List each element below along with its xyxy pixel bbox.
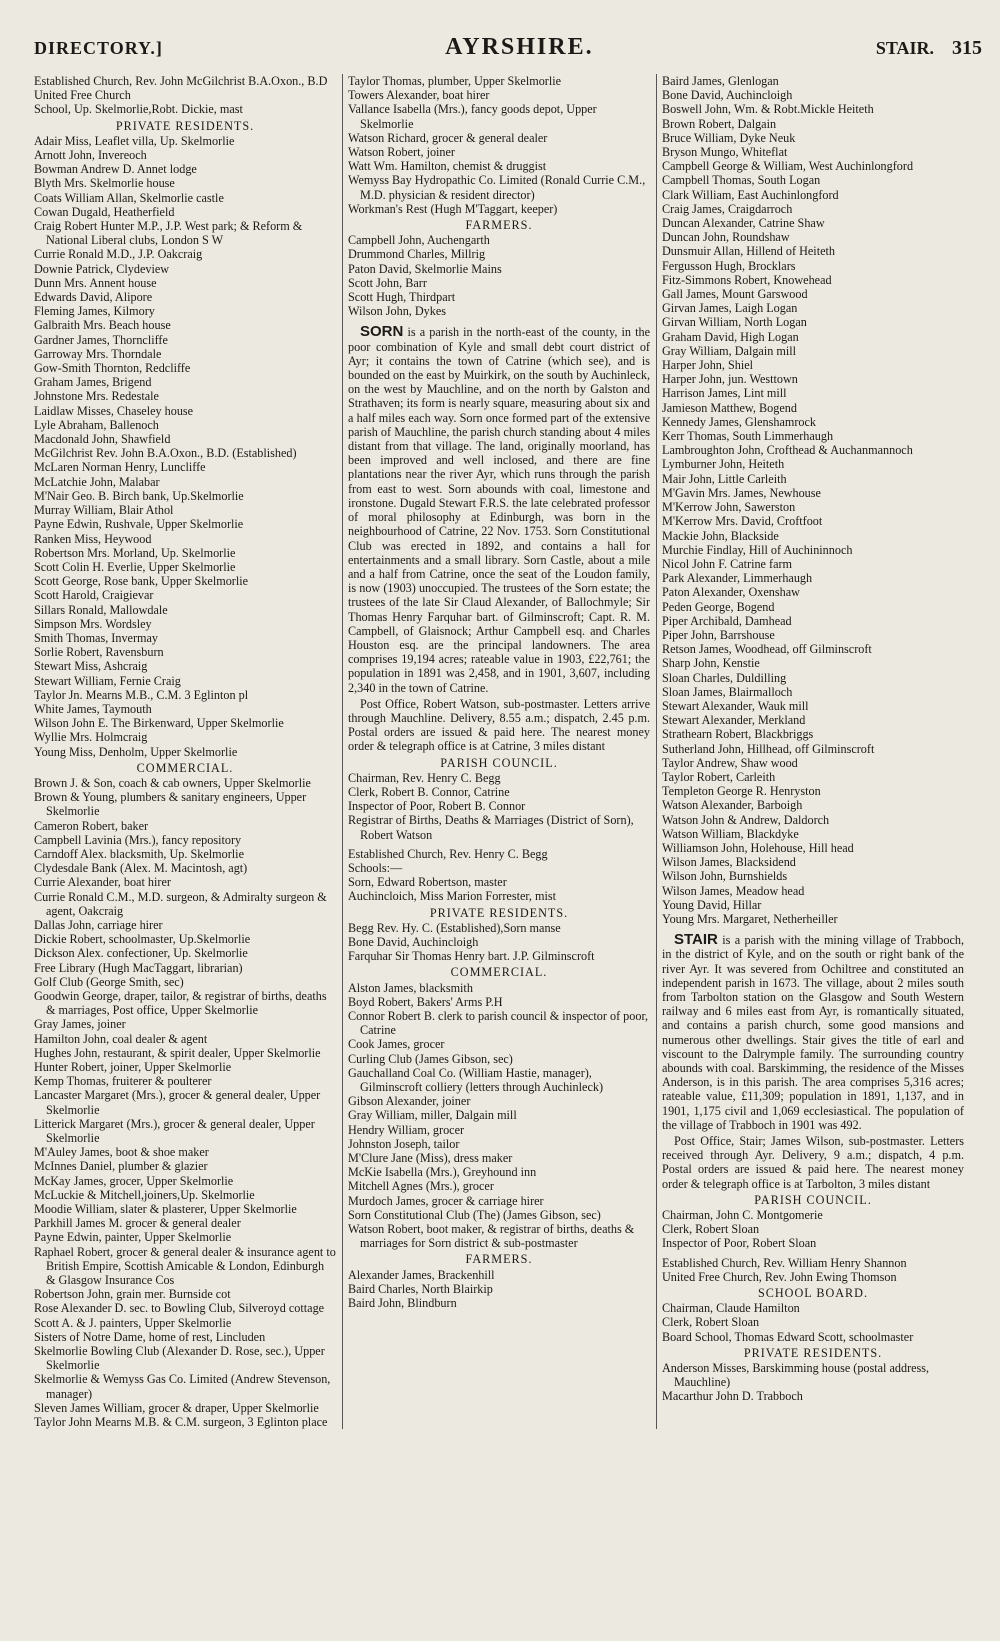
directory-entry: Gray William, miller, Dalgain mill	[348, 1108, 517, 1123]
directory-entry: Chairman, Rev. Henry C. Begg	[348, 770, 501, 785]
directory-entry: Scott John, Barr	[348, 275, 427, 290]
directory-entry: Harper John, Shiel	[662, 358, 754, 373]
directory-entry: Fergusson Hugh, Brocklars	[662, 258, 796, 273]
directory-entry: Moodie William, slater & plasterer, Upper Skelmorlie	[34, 1202, 297, 1217]
paragraph-text: is a parish in the north-east of the county, in the poor combination of Kyle and small debt court district of Ayr; it contains the town of Catrine (which see), and is bounded on the east by Muirkirk, on the south by Auchinleck, on the west by Mauchline, and on the north by Galston and Strathaven; its form is nearly square, measuring about six and a half miles each way. Sorn once formed part of the extensive parish of Mauchline, the parish church standing about 4 miles distant from that village. The land, originally moorland, has been improved and well inclosed, and there are fine plantations near the river Ayr, which runs through the parish from east to west. Sorn abounds with coal, limestone and ironstone. Dugald Stewart F.R.S. the late celebrated professor of moral philosophy at Edinburgh, was born in the neighbourhood of Catrine, 22 Nov. 1753. Sorn Constitutional Club was erected in 1892, and contains a hall for entertainments and a small library. Sorn Castle, about a mile and a half from Catrine, once the seat of the Loudon family, is now (1903) unoccupied. The trustees of the Sorn estate; the trustees of the late Sir Claud Alexander, of Ballochmyle; Sir Thomas Henry Farquhar bart. of Gilminscroft; Capt. R. M. Campbell, of Glaisnock; Arthur Campbell esq. and Charles Houston esq. are the principal landowners. The area comprises 19,194 acres; rateable value in 1903, £22,761; the population in 1891 was 2,458, and in 1901, 3,607, including 2,340 in the town of Catrine.	[348, 325, 650, 695]
directory-entry: Watson Alexander, Barboigh	[662, 798, 803, 813]
directory-entry: Payne Edwin, painter, Upper Skelmorlie	[34, 1230, 232, 1245]
directory-entry: Watson William, Blackdyke	[662, 826, 799, 841]
directory-entry: Young David, Hillar	[662, 897, 762, 912]
directory-entry: Taylor Andrew, Shaw wood	[662, 755, 798, 770]
directory-entry: Mair John, Little Carleith	[662, 471, 787, 486]
directory-entry: Scott George, Rose bank, Upper Skelmorlie	[34, 574, 249, 589]
directory-entry: Fleming James, Kilmory	[34, 304, 155, 319]
directory-entry: Paton David, Skelmorlie Mains	[348, 261, 502, 276]
directory-entry: Dickson Alex. confectioner, Up. Skelmorlie	[34, 946, 248, 961]
directory-entry: Hughes John, restaurant, & spirit dealer, Upper Skelmorlie	[34, 1045, 321, 1060]
directory-entry: Scott Hugh, Thirdpart	[348, 290, 456, 305]
directory-entry: Sleven James William, grocer & draper, Upper Skelmorlie	[34, 1400, 319, 1415]
directory-entry: Simpson Mrs. Wordsley	[34, 616, 152, 631]
directory-entry: M'Auley James, boot & shoe maker	[34, 1145, 209, 1160]
directory-entry: Free Library (Hugh MacTaggart, librarian)	[34, 960, 243, 975]
directory-entry: Hunter Robert, joiner, Upper Skelmorlie	[34, 1060, 232, 1075]
directory-entry: Currie Ronald C.M., M.D. surgeon, & Admiralty surgeon & agent, Oakcraig	[34, 889, 327, 918]
directory-entry: Drummond Charles, Millrig	[348, 247, 486, 262]
directory-entry: Girvan William, North Logan	[662, 315, 807, 330]
directory-entry: Graham David, High Logan	[662, 329, 799, 344]
page-number: 315	[952, 37, 982, 59]
directory-entry: Rose Alexander D. sec. to Bowling Club, Silveroyd cottage	[34, 1301, 325, 1316]
paragraph	[662, 1134, 964, 1191]
directory-entry: Gow-Smith Thornton, Redcliffe	[34, 361, 191, 376]
directory-entry: M'Gavin Mrs. James, Newhouse	[662, 485, 821, 500]
header-section: STAIR.	[875, 38, 934, 58]
directory-entry: McLuckie & Mitchell,joiners,Up. Skelmorlie	[34, 1187, 255, 1202]
directory-entry: Girvan James, Laigh Logan	[662, 301, 798, 316]
directory-entry: Watson John & Andrew, Daldorch	[662, 812, 830, 827]
directory-entry: Parkhill James M. grocer & general dealer	[34, 1216, 241, 1231]
directory-entry: Wilson John E. The Birkenward, Upper Skelmorlie	[34, 716, 284, 731]
directory-entry: Lancaster Margaret (Mrs.), grocer & general dealer, Upper Skelmorlie	[34, 1088, 321, 1117]
directory-entry: Dickie Robert, schoolmaster, Up.Skelmorlie	[34, 932, 251, 947]
directory-entry: M'Clure Jane (Miss), dress maker	[348, 1151, 513, 1166]
directory-entry: Macdonald John, Shawfield	[34, 432, 171, 447]
directory-entry: Scott Harold, Craigievar	[34, 588, 154, 603]
paragraph	[662, 933, 964, 1132]
directory-entry: Murdoch James, grocer & carriage hirer	[348, 1193, 544, 1208]
directory-entry: Campbell Lavinia (Mrs.), fancy repository	[34, 832, 242, 847]
directory-entry: M'Kerrow John, Sawerston	[662, 500, 796, 515]
directory-entry: Piper Archibald, Damhead	[662, 613, 792, 628]
directory-entry: Fitz-Simmons Robert, Knowehead	[662, 272, 832, 287]
directory-entry: Harrison James, Lint mill	[662, 386, 787, 401]
directory-entry: Inspector of Poor, Robert Sloan	[662, 1236, 817, 1251]
directory-entry: Sloan Charles, Duldilling	[662, 670, 787, 685]
directory-entry: Lambroughton John, Crofthead & Auchanmannoch	[662, 443, 913, 458]
directory-entry: Robertson Mrs. Morland, Up. Skelmorlie	[34, 545, 236, 560]
directory-entry: Litterick Margaret (Mrs.), grocer & general dealer, Upper Skelmorlie	[34, 1116, 315, 1146]
directory-entry: Baird James, Glenlogan	[662, 74, 779, 88]
directory-entry: Hendry William, grocer	[348, 1122, 465, 1137]
directory-entry: Registrar of Births, Deaths & Marriages (District of Sorn), Robert Watson	[348, 813, 634, 842]
directory-entry: Auchincloich, Miss Marion Forrester, mist	[348, 889, 557, 904]
directory-entry: United Free Church, Rev. John Ewing Thomson	[662, 1269, 897, 1284]
section-heading: PARISH COUNCIL.	[754, 1192, 872, 1207]
paragraph	[348, 325, 650, 694]
directory-entry: Sloan James, Blairmalloch	[662, 684, 793, 699]
directory-entry: Wyllie Mrs. Holmcraig	[34, 730, 148, 745]
page-header	[34, 34, 982, 74]
directory-entry: Sorn, Edward Robertson, master	[348, 875, 507, 890]
directory-entry: Scott A. & J. painters, Upper Skelmorlie	[34, 1315, 232, 1330]
directory-entry: Murray William, Blair Athol	[34, 503, 174, 518]
section-heading: SCHOOL BOARD.	[757, 1286, 869, 1301]
directory-entry: Kemp Thomas, fruiterer & poulterer	[34, 1074, 212, 1089]
directory-entry: Cameron Robert, baker	[34, 818, 149, 833]
directory-entry: Johnston Joseph, tailor	[348, 1136, 460, 1151]
section-heading: COMMERCIAL.	[136, 760, 234, 775]
directory-entry: Raphael Robert, grocer & general dealer & insurance agent to British Empire, Scottish Amicable & London, Edinburgh & Glasgow Insurance Cos	[34, 1244, 336, 1288]
directory-entry: McKie Isabella (Mrs.), Greyhound inn	[348, 1165, 537, 1180]
directory-entry: Harper John, jun. Westtown	[662, 372, 798, 387]
directory-entry: McKay James, grocer, Upper Skelmorlie	[34, 1173, 234, 1188]
directory-entry: Lymburner John, Heiteth	[662, 457, 785, 472]
directory-entry: Currie Ronald M.D., J.P. Oakcraig	[34, 247, 203, 262]
directory-entry: Connor Robert B. clerk to parish council & inspector of poor, Catrine	[348, 1009, 649, 1038]
directory-entry: Established Church, Rev. John McGilchrist B.A.Oxon., B.D	[34, 74, 328, 88]
directory-entry: Boyd Robert, Bakers' Arms P.H	[348, 994, 503, 1009]
directory-entry: Skelmorlie & Wemyss Gas Co. Limited (Andrew Stevenson, manager)	[34, 1372, 331, 1401]
directory-entry: Clerk, Robert Sloan	[662, 1222, 760, 1237]
directory-entry: Sillars Ronald, Mallowdale	[34, 602, 168, 617]
directory-entry: McInnes Daniel, plumber & glazier	[34, 1159, 208, 1174]
directory-entry: Adair Miss, Leaflet villa, Up. Skelmorlie	[34, 133, 235, 148]
directory-entry: Kerr Thomas, South Limmerhaugh	[662, 429, 834, 444]
directory-entry: Arnott John, Invereoch	[34, 148, 147, 163]
directory-entry: Paton Alexander, Oxenshaw	[662, 585, 800, 600]
directory-entry: Towers Alexander, boat hirer	[348, 88, 490, 103]
directory-entry: Carndoff Alex. blacksmith, Up. Skelmorlie	[34, 846, 244, 861]
directory-entry: Young Mrs. Margaret, Netherheiller	[662, 911, 838, 926]
directory-entry: Williamson John, Holehouse, Hill head	[662, 840, 854, 855]
directory-entry: Wilson John, Dykes	[348, 304, 447, 319]
directory-entry: Boswell John, Wm. & Robt.Mickle Heiteth	[662, 102, 874, 117]
directory-entry: Taylor Robert, Carleith	[662, 769, 776, 784]
paragraph-lead: SORN	[360, 323, 404, 341]
directory-entry: M'Nair Geo. B. Birch bank, Up.Skelmorlie	[34, 488, 244, 503]
directory-entry: Strathearn Robert, Blackbriggs	[662, 727, 814, 742]
paragraph-text: Post Office, Robert Watson, sub-postmaster. Letters arrive through Mauchline. Delivery, 8.55 a.m.; dispatch, 2.45 p.m. Postal orders are issued & paid here. The nearest money order & telegraph office is at Catrine, 3 miles distant	[348, 696, 650, 754]
directory-entry: Watson Richard, grocer & general dealer	[348, 130, 548, 145]
directory-entry: White James, Taymouth	[34, 701, 152, 716]
section-heading: PARISH COUNCIL.	[440, 755, 558, 770]
directory-entry: Bruce William, Dyke Neuk	[662, 130, 796, 145]
directory-entry: Clark William, East Auchinlongford	[662, 187, 839, 202]
directory-entry: Inspector of Poor, Robert B. Connor	[348, 799, 526, 814]
directory-entry: Graham James, Brigend	[34, 375, 152, 390]
directory-entry: Farquhar Sir Thomas Henry bart. J.P. Gilminscroft	[348, 949, 595, 964]
directory-entry: Watson Robert, boot maker, & registrar of births, deaths & marriages for Sorn district & sub-postmaster	[348, 1222, 635, 1251]
directory-entry: Laidlaw Misses, Chaseley house	[34, 403, 194, 418]
directory-entry: Dunsmuir Allan, Hillend of Heiteth	[662, 244, 835, 259]
directory-entry: Baird Charles, North Blairkip	[348, 1281, 493, 1296]
column-3	[656, 74, 964, 1429]
section-heading: FARMERS.	[465, 218, 533, 233]
directory-entry: Craig James, Craigdarroch	[662, 201, 793, 216]
directory-entry: Watson Robert, joiner	[348, 145, 455, 160]
directory-entry: Scott Colin H. Everlie, Upper Skelmorlie	[34, 559, 236, 574]
directory-entry: McLaren Norman Henry, Luncliffe	[34, 460, 206, 475]
directory-entry: McGilchrist Rev. John B.A.Oxon., B.D. (Established)	[34, 446, 297, 461]
directory-entry: Stewart William, Fernie Craig	[34, 673, 181, 688]
directory-entry: Alexander James, Brackenhill	[348, 1267, 495, 1282]
section-heading: PRIVATE RESIDENTS.	[429, 905, 569, 920]
directory-entry: Campbell John, Auchengarth	[348, 233, 490, 248]
directory-entry: Sutherland John, Hillhead, off Gilminscroft	[662, 741, 875, 756]
directory-entry: Young Miss, Denholm, Upper Skelmorlie	[34, 744, 238, 759]
directory-entry: Sorlie Robert, Ravensburn	[34, 645, 164, 660]
directory-entry: McLatchie John, Malabar	[34, 474, 160, 489]
directory-entry: Lyle Abraham, Ballenoch	[34, 417, 159, 432]
directory-entry: Bone David, Auchincloigh	[348, 934, 479, 949]
columns	[34, 74, 982, 1429]
directory-entry: Cook James, grocer	[348, 1037, 445, 1052]
directory-entry: Bryson Mungo, Whiteflat	[662, 145, 788, 160]
header-left: DIRECTORY.]	[34, 38, 163, 58]
directory-entry: Dunn Mrs. Annent house	[34, 275, 157, 290]
directory-entry: Gauchalland Coal Co. (William Hastie, manager), Gilminscroft colliery (letters through Auchinleck)	[348, 1065, 604, 1095]
directory-entry: Baird John, Blindburn	[348, 1296, 457, 1311]
directory-entry: Brown Robert, Dalgain	[662, 116, 777, 131]
directory-entry: Robertson John, grain mer. Burnside cot	[34, 1287, 231, 1302]
directory-entry: Coats William Allan, Skelmorlie castle	[34, 190, 224, 205]
directory-entry: Wemyss Bay Hydropathic Co. Limited (Ronald Currie C.M., M.D. physician & resident director)	[348, 173, 646, 202]
directory-entry: Workman's Rest (Hugh M'Taggart, keeper)	[348, 201, 558, 216]
directory-entry: Golf Club (George Smith, sec)	[34, 974, 184, 989]
directory-entry: Mackie John, Blackside	[662, 528, 779, 543]
directory-entry: Currie Alexander, boat hirer	[34, 875, 171, 890]
header-right	[876, 37, 982, 60]
directory-entry: United Free Church	[34, 88, 131, 103]
directory-entry: Stewart Miss, Ashcraig	[34, 659, 148, 674]
directory-entry: Clerk, Robert B. Connor, Catrine	[348, 784, 510, 799]
directory-entry: Smith Thomas, Invermay	[34, 630, 159, 645]
directory-entry: Sharp John, Kenstie	[662, 656, 760, 671]
directory-entry: Skelmorlie Bowling Club (Alexander D. Rose, sec.), Upper Skelmorlie	[34, 1344, 325, 1373]
directory-entry: Brown & Young, plumbers & sanitary engineers, Upper Skelmorlie	[34, 790, 307, 819]
directory-entry: Taylor Jn. Mearns M.B., C.M. 3 Eglinton pl	[34, 687, 249, 702]
directory-entry: Campbell George & William, West Auchinlongford	[662, 159, 914, 174]
directory-entry: Downie Patrick, Clydeview	[34, 261, 170, 276]
paragraph-lead: STAIR	[674, 931, 718, 949]
directory-entry: Wilson John, Burnshields	[662, 869, 788, 884]
directory-entry: Payne Edwin, Rushvale, Upper Skelmorlie	[34, 517, 244, 532]
column-1	[34, 74, 336, 1429]
directory-entry: Taylor Thomas, plumber, Upper Skelmorlie	[348, 74, 562, 88]
directory-entry: Templeton George R. Henryston	[662, 784, 821, 799]
directory-entry: Wilson James, Blacksidend	[662, 855, 796, 870]
directory-entry: Bowman Andrew D. Annet lodge	[34, 162, 197, 177]
directory-entry: Murchie Findlay, Hill of Auchininnoch	[662, 542, 853, 557]
directory-entry: Sorn Constitutional Club (The) (James Gibson, sec)	[348, 1207, 601, 1222]
directory-entry: Gardner James, Thorncliffe	[34, 332, 168, 347]
directory-entry: Kennedy James, Glenshamrock	[662, 414, 816, 429]
directory-entry: Begg Rev. Hy. C. (Established),Sorn manse	[348, 920, 561, 935]
directory-entry: Stewart Alexander, Wauk mill	[662, 698, 809, 713]
paragraph	[348, 697, 650, 754]
directory-entry: Curling Club (James Gibson, sec)	[348, 1051, 513, 1066]
directory-entry: Established Church, Rev. William Henry Shannon	[662, 1255, 907, 1270]
directory-entry: Wilson James, Meadow head	[662, 883, 805, 898]
directory-entry: Gall James, Mount Garswood	[662, 287, 808, 302]
directory-entry: Duncan Alexander, Catrine Shaw	[662, 216, 825, 231]
directory-entry: Duncan John, Roundshaw	[662, 230, 790, 245]
directory-entry: Ranken Miss, Heywood	[34, 531, 152, 546]
directory-entry: Brown J. & Son, coach & cab owners, Upper Skelmorlie	[34, 775, 311, 790]
directory-entry: Anderson Misses, Barskimming house (postal address, Mauchline)	[662, 1361, 930, 1390]
directory-entry: Clerk, Robert Sloan	[662, 1315, 760, 1330]
directory-entry: Gray James, joiner	[34, 1017, 126, 1032]
directory-entry: Peden George, Bogend	[662, 599, 775, 614]
directory-entry: Blyth Mrs. Skelmorlie house	[34, 176, 175, 191]
directory-entry: Retson James, Woodhead, off Gilminscroft	[662, 642, 872, 657]
directory-entry: Sisters of Notre Dame, home of rest, Lincluden	[34, 1329, 266, 1344]
directory-entry: Nicol John F. Catrine farm	[662, 556, 793, 571]
directory-entry: School, Up. Skelmorlie,Robt. Dickie, mast	[34, 102, 243, 117]
directory-entry: Galbraith Mrs. Beach house	[34, 318, 171, 333]
directory-entry: Gray William, Dalgain mill	[662, 343, 796, 358]
directory-entry: Clydesdale Bank (Alex. M. Macintosh, agt)	[34, 861, 248, 876]
directory-entry: Chairman, Claude Hamilton	[662, 1301, 800, 1316]
directory-entry: Mitchell Agnes (Mrs.), grocer	[348, 1179, 494, 1194]
directory-entry: Dallas John, carriage hirer	[34, 917, 163, 932]
directory-entry: Board School, Thomas Edward Scott, schoolmaster	[662, 1329, 914, 1344]
column-2	[342, 74, 650, 1429]
directory-entry: Hamilton John, coal dealer & agent	[34, 1031, 208, 1046]
directory-entry: Macarthur John D. Trabboch	[662, 1389, 803, 1404]
directory-entry: Vallance Isabella (Mrs.), fancy goods depot, Upper Skelmorlie	[348, 102, 597, 131]
directory-entry: Chairman, John C. Montgomerie	[662, 1208, 823, 1223]
directory-entry: Established Church, Rev. Henry C. Begg	[348, 846, 548, 861]
directory-entry: Campbell Thomas, South Logan	[662, 173, 821, 188]
directory-entry: Johnstone Mrs. Redestale	[34, 389, 159, 404]
directory-entry: Park Alexander, Limmerhaugh	[662, 571, 813, 586]
directory-entry: Piper John, Barrshouse	[662, 627, 775, 642]
directory-entry: Gibson Alexander, joiner	[348, 1094, 471, 1109]
directory-entry: Garroway Mrs. Thorndale	[34, 346, 162, 361]
header-title: AYRSHIRE.	[445, 34, 594, 60]
directory-entry: Schools:—	[348, 860, 403, 875]
paragraph-text: is a parish with the mining village of Trabboch, in the district of Kyle, and on the south or right bank of the river Ayr. It was severed from Ochiltree and constituted an independent parish in 1673. The village, about 2 miles south from Tarbolton station on the Glasgow and South Western railway and 6 miles east from Ayr, is romantically situated, and contains a parish church, some good mansions and numerous other dwellings. Stair gives the title of earl and viscount to the Dalrymple family. The surrounding country abounds with coal. Barskimming, the residence of the Misses Anderson, is in this parish. The area comprises 5,316 acres; rateable value, £11,309; population in 1891, 1,137, and in 1901, 1,175 civil and 1,069 ecclesiastical. The population of the village of Trabboch in 1901 was 492.	[662, 933, 964, 1132]
directory-entry: Craig Robert Hunter M.P., J.P. West park; & Reform & National Liberal clubs, London S W	[34, 219, 303, 248]
directory-entry: Jamieson Matthew, Bogend	[662, 400, 797, 415]
directory-entry: M'Kerrow Mrs. David, Croftfoot	[662, 514, 823, 529]
directory-entry: Goodwin George, draper, tailor, & registrar of births, deaths & marriages, Post office, Upper Skelmorlie	[34, 989, 327, 1018]
paragraph-text: Post Office, Stair; James Wilson, sub-postmaster. Letters received through Ayr. Delivery, 9 a.m.; dispatch, 4 p.m. Postal orders are issued & paid here. The nearest money order & telegraph office is at Tarbolton, 3 miles distant	[662, 1134, 964, 1191]
directory-entry: Stewart Alexander, Merkland	[662, 713, 806, 728]
directory-entry: Taylor John Mearns M.B. & C.M. surgeon, 3 Eglinton place	[34, 1415, 328, 1430]
directory-entry: Edwards David, Alipore	[34, 290, 153, 305]
directory-entry: Alston James, blacksmith	[348, 980, 473, 995]
section-heading: FARMERS.	[465, 1252, 533, 1267]
section-heading: COMMERCIAL.	[450, 965, 548, 980]
section-heading: PRIVATE RESIDENTS.	[743, 1345, 883, 1360]
section-heading: PRIVATE RESIDENTS.	[115, 118, 255, 133]
directory-entry: Bone David, Auchincloigh	[662, 88, 793, 103]
directory-entry: Cowan Dugald, Heatherfield	[34, 204, 175, 219]
directory-entry: Watt Wm. Hamilton, chemist & druggist	[348, 159, 547, 174]
